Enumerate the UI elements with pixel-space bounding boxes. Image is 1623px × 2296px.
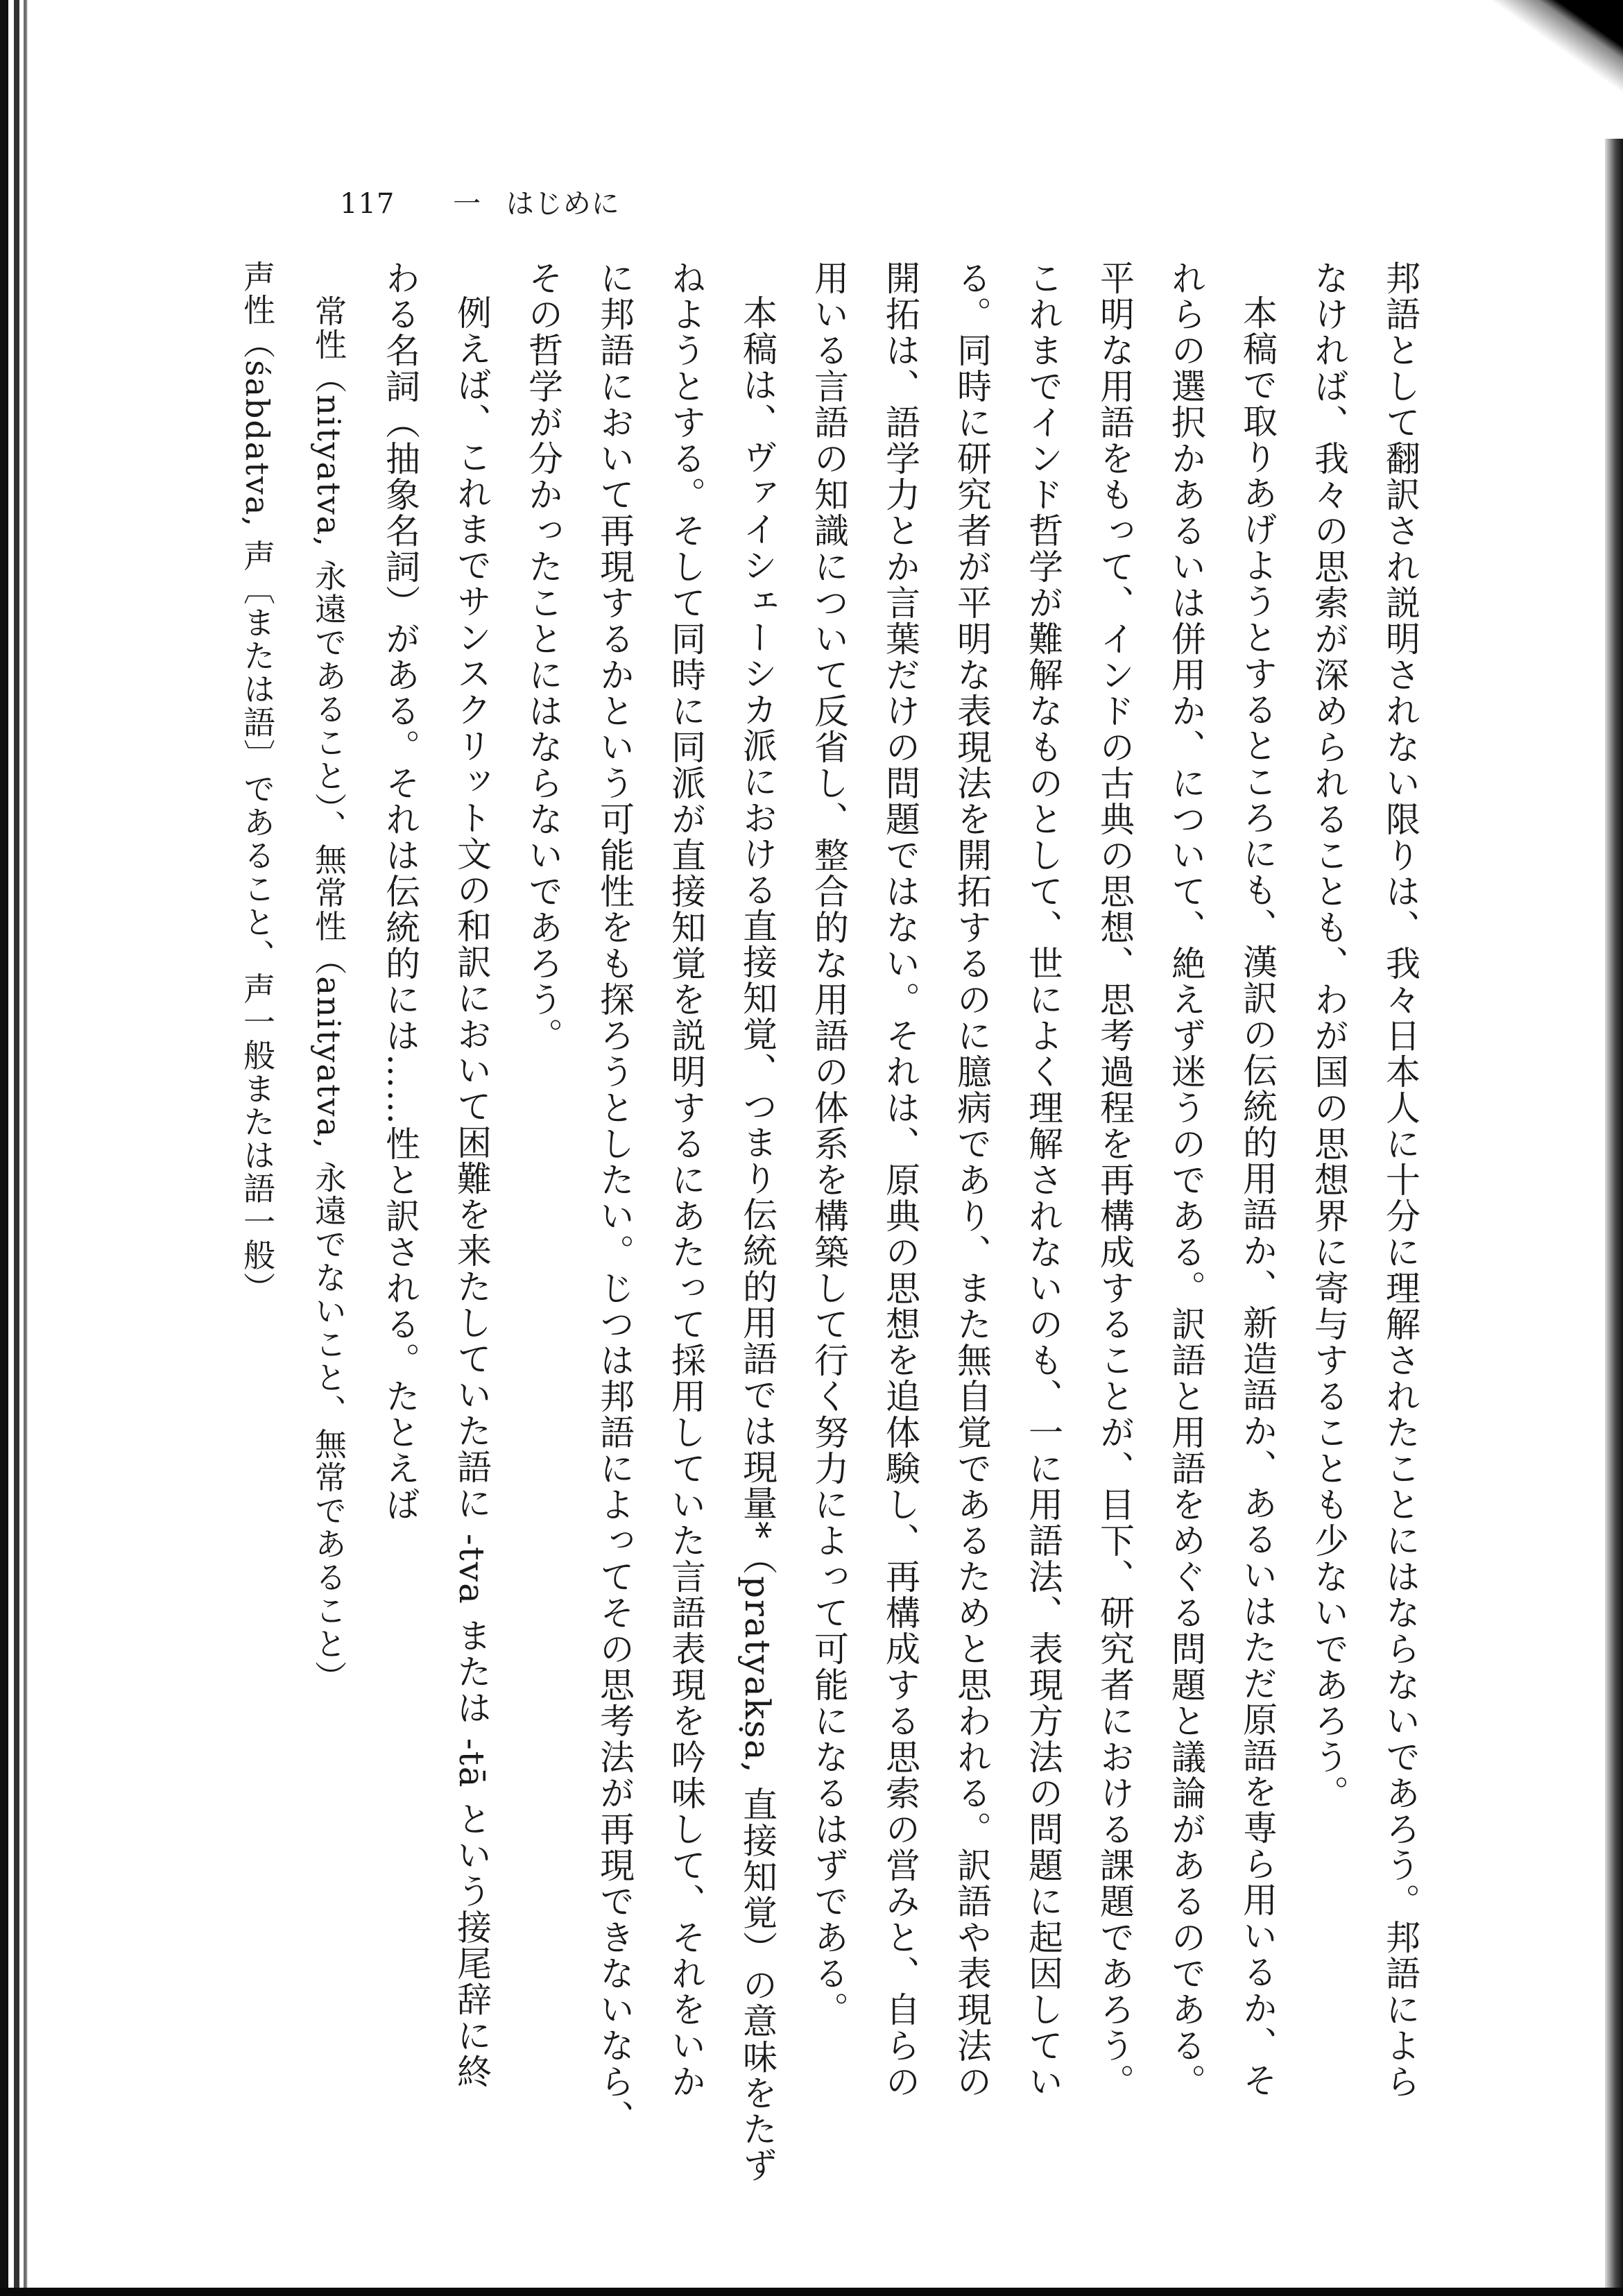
text-line: なければ、我々の思索が深められることも、わが国の思想界に寄与することも少ないであろう。 (1309, 260, 1349, 1811)
text-line: 用いる言語の知識について反省し、整合的な用語の体系を構築して行く努力によって可能になるはずである。 (809, 260, 849, 2028)
text-line: 本稿で取りあげようとするところにも、漢訳の伝統的用語か、新造語か、あるいはただ原語を専ら用いるか、そ (1237, 295, 1278, 2098)
section-title: はじめに (506, 188, 620, 220)
text-line: 邦語として翻訳され説明されない限りは、我々日本人に十分に理解されたことにはならないであろう。邦語によら (1380, 260, 1420, 2100)
text-line: 例えば、これまでサンスクリット文の和訳において困難を来たしていた語に -tva または -tā という接尾辞に終 (452, 295, 492, 2090)
example-line: 声性（śabdatva, 声〔または語〕であること、声一般または語一般） (239, 260, 276, 1305)
text-line: ねようとする。そして同時に同派が直接知覚を説明するにあたって採用していた言語表現を吟味して、それをいか (666, 260, 706, 2100)
chapter-number: 一 (453, 188, 482, 220)
vertical-body-text (239, 260, 1436, 2184)
text-line: わる名詞（抽象名詞）がある。それは伝統的には……性と訳される。たとえば (380, 260, 420, 1523)
scan-bottom-edge (0, 2288, 1623, 2296)
text-line: 本稿は、ヴァイシェーシカ派における直接知覚、つまり伝統的用語では現量*（pratyakṣa, 直接知覚）の意味をたず (737, 295, 778, 2184)
text-line: れらの選択かあるいは併用か、について、絶えず迷うのである。訳語と用語をめぐる問題と議論があるのである。 (1166, 260, 1206, 2100)
text-line: 平明な用語をもって、インドの古典の思想、思考過程を再構成することが、目下、研究者における課題であろう。 (1094, 260, 1135, 2100)
text-line: に邦語において再現するかという可能性をも探ろうとしたい。じつは邦語によってその思考法が再現できないなら、 (594, 260, 635, 2136)
scan-corner-shadow (1484, 0, 1623, 139)
text-line: 開拓は、語学力とか言葉だけの問題ではない。それは、原典の思想を追体験し、再構成する思索の営みと、自らの (880, 260, 920, 2100)
running-header (340, 182, 620, 221)
text-line: その哲学が分かったことにはならないであろう。 (523, 260, 563, 1054)
text-line: これまでインド哲学が難解なものとして、世によく理解されないのも、一に用語法、表現方法の問題に起因してい (1023, 260, 1063, 2100)
text-line: る。同時に研究者が平明な表現法を開拓するのに臆病であり、また無自覚であるためと思われる。訳語や表現法の (952, 260, 992, 2100)
page-number: 117 (340, 188, 395, 220)
scan-left-edge (0, 0, 49, 2296)
example-line: 常性（nityatva, 永遠であること）、無常性（anityatva, 永遠でないこと、無常であること） (310, 295, 347, 1695)
scan-right-edge (1605, 0, 1623, 2296)
